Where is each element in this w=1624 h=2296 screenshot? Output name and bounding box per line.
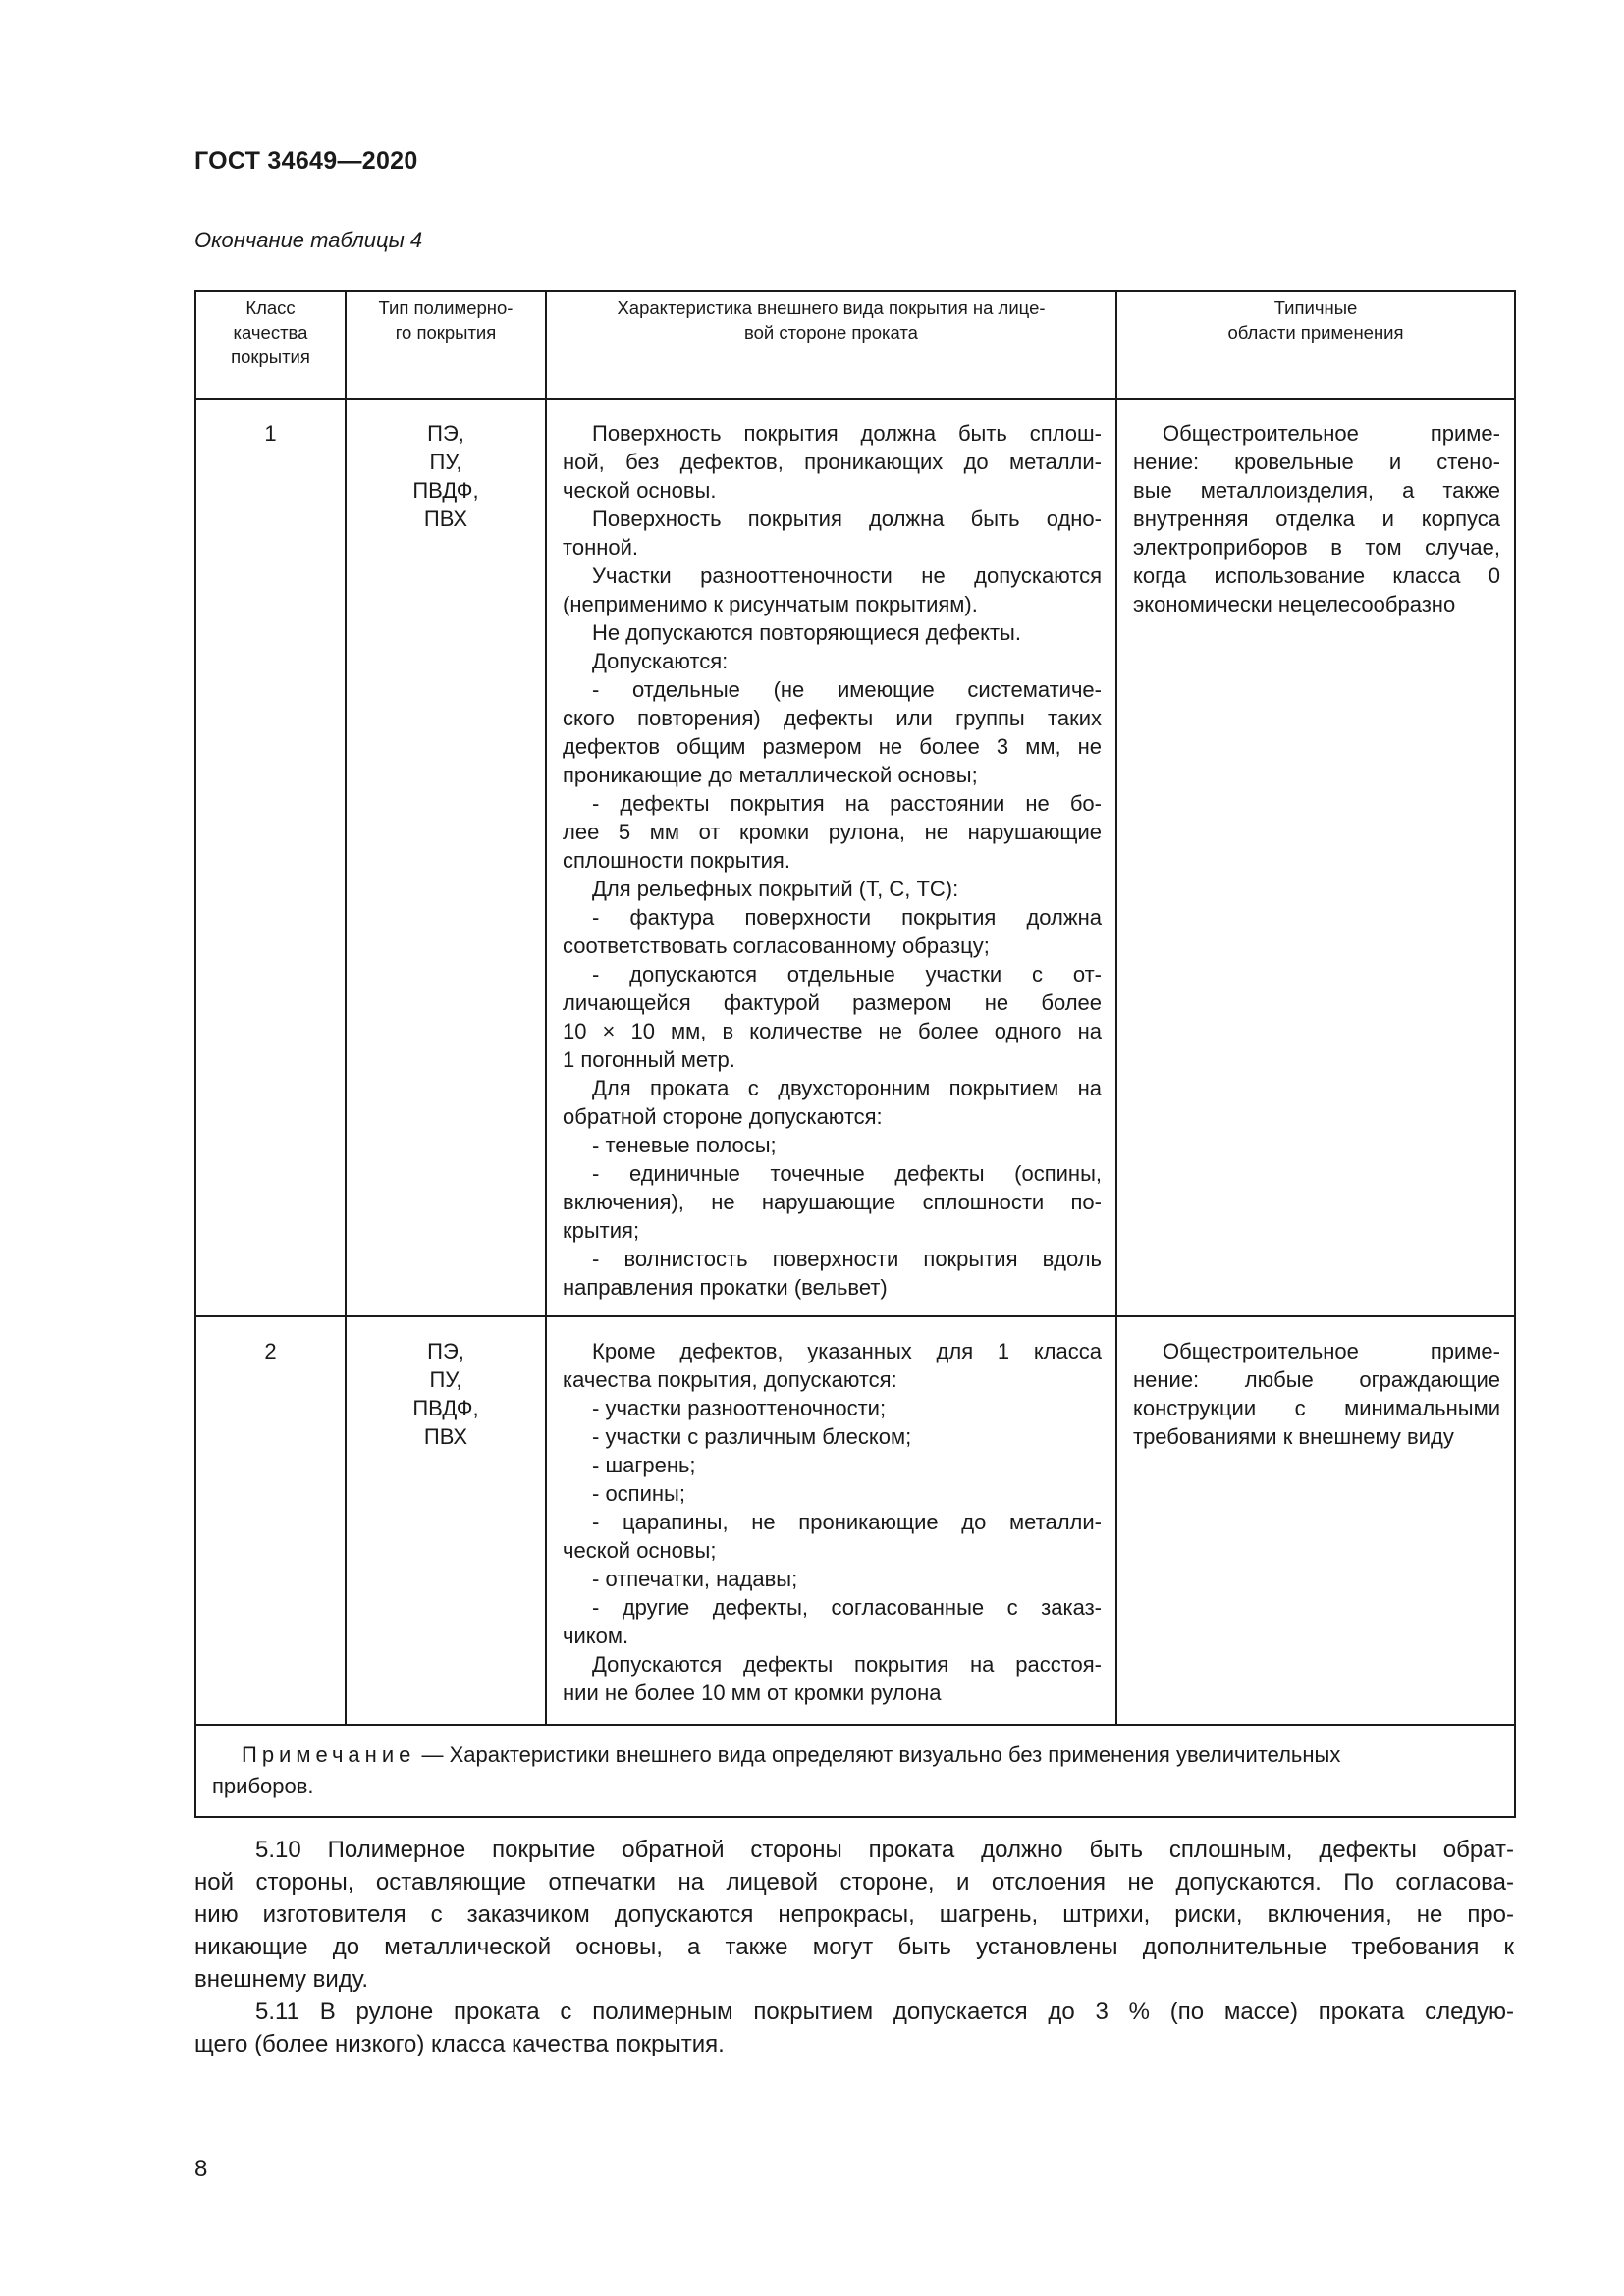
type-cell: ПЭ, ПУ, ПВДФ, ПВХ — [346, 399, 546, 1316]
note-row — [195, 1725, 1515, 1817]
paragraph-5-10: 5.10 Полимерное покрытие обратной стороны проката должно быть сплошным, дефекты обрат- ной стороны, оставляющие отпечатки на лицевой стороне, и отслоения не допускаются. По согласова- нию изготовителя с заказчиком допускаются непрокрасы, шагрень, штрихи, риски, включения, не про- никающие до металлической основы, а также могут быть установлены дополнительные требования к внешнему виду. — [194, 1837, 1514, 1993]
note-text: — Характеристики внешнего вида определяют визуально без применения увеличительных — [415, 1742, 1341, 1767]
header-class: Класс качества покрытия — [195, 291, 346, 399]
note-text-continued: приборов. — [212, 1774, 314, 1798]
table-note — [195, 1725, 1515, 1817]
table-caption: Окончание таблицы 4 — [194, 228, 423, 252]
area-cell: Общестроительное приме- нение: кровельные и стено- вые металлоизделия, а также внутренняя отделка и корпуса электроприборов в том случае, когда использование класса 0 экономически нецелесообразно — [1116, 399, 1515, 1316]
header-type: Тип полимерно- го покрытия — [346, 291, 546, 399]
area-cell: Общестроительное приме- нение: любые ограждающие конструкции с минимальными требованиями к внешнему виду — [1116, 1316, 1515, 1725]
class-cell: 2 — [195, 1316, 346, 1725]
description-cell: Поверхность покрытия должна быть сплош- ной, без дефектов, проникающих до металли- ческой основы. Поверхность покрытия должна быть одно- тонной. Участки разнооттеночности не допускаются (неприменимо к рисунчатым покрытиям). Не допускаются повторяющиеся дефекты. Допускаются: - отдельные (не имеющие систематиче- ского повторения) дефекты или группы таких дефектов общим размером не более 3 мм, не проникающие до металлической основы; - дефекты покрытия на расстоянии не бо- лее 5 мм от кромки рулона, не нарушающие сплошности покрытия. Для рельефных покрытий (Т, С, ТС): - фактура поверхности покрытия должна соответствовать согласованному образцу; - допускаются отдельные участки с от- личающейся фактурой размером не более 10 × 10 мм, в количестве не более одного на 1 погонный метр. Для проката с двухсторонним покрытием на обратной стороне допускаются: - теневые полосы; - единичные точечные дефекты (оспины, включения), не нарушающие сплошности по- крытия; - волнистость поверхности покрытия вдоль направления прокатки (вельвет) — [546, 399, 1116, 1316]
defects-table — [194, 290, 1516, 1818]
class-cell: 1 — [195, 399, 346, 1316]
table-row — [195, 399, 1515, 1316]
table-row — [195, 1316, 1515, 1725]
paragraph-5-11: 5.11 В рулоне проката с полимерным покрытием допускается до 3 % (по массе) проката следую- щего (более низкого) класса качества покрытия. — [194, 1999, 1514, 2057]
page-number: 8 — [194, 2156, 208, 2182]
table-header-row — [195, 291, 1515, 399]
header-area: Типичные области применения — [1116, 291, 1515, 399]
description-cell: Кроме дефектов, указанных для 1 класса качества покрытия, допускаются: - участки разнооттеночности; - участки с различным блеском; - шагрень; - оспины; - царапины, не проникающие до металли- ческой основы; - отпечатки, надавы; - другие дефекты, согласованные с заказ- чиком. Допускаются дефекты покрытия на расстоя- нии не более 10 мм от кромки рулона — [546, 1316, 1116, 1725]
document-header: ГОСТ 34649—2020 — [194, 147, 418, 175]
type-cell: ПЭ, ПУ, ПВДФ, ПВХ — [346, 1316, 546, 1725]
note-label: Примечание — [242, 1742, 416, 1767]
header-description: Характеристика внешнего вида покрытия на лице- вой стороне проката — [546, 291, 1116, 399]
